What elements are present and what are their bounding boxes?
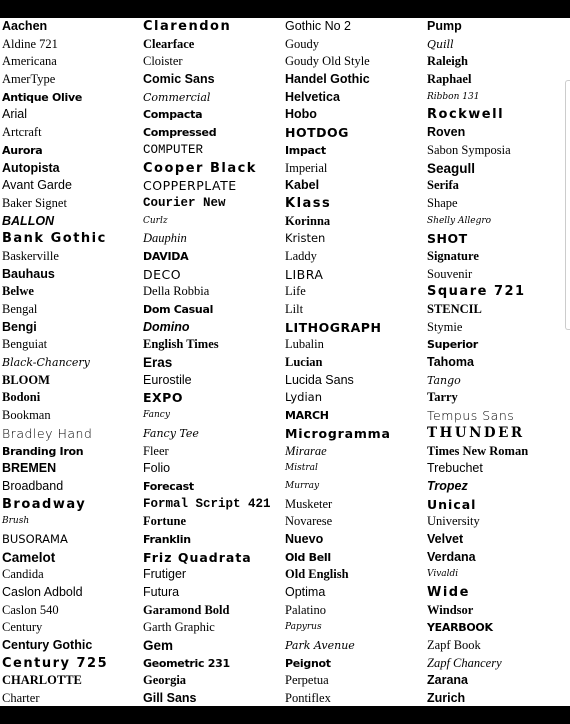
font-name-item: Aachen bbox=[2, 19, 48, 33]
font-name-item: Arial bbox=[2, 107, 28, 122]
font-name-item: Laddy bbox=[285, 248, 317, 263]
font-name-item: Trebuchet bbox=[427, 461, 483, 476]
font-name-item: Bodoni bbox=[2, 390, 41, 405]
font-name-item: Lilt bbox=[285, 302, 304, 316]
font-name-item: English Times bbox=[143, 337, 219, 352]
font-name-item: Serifa bbox=[427, 178, 459, 193]
font-name-item: Souvenir bbox=[427, 266, 473, 281]
font-name-item: BALLON bbox=[2, 213, 55, 228]
font-name-item: Pontiflex bbox=[285, 691, 331, 706]
font-name-item: Courier New bbox=[143, 195, 226, 210]
font-name-item: Avant Garde bbox=[2, 178, 72, 193]
font-name-item: Clearface bbox=[143, 36, 195, 51]
font-name-item: Comic Sans bbox=[143, 72, 215, 87]
font-name-item: Life bbox=[285, 284, 306, 299]
font-name-item: Helvetica bbox=[285, 89, 340, 104]
font-name-item: Stymie bbox=[427, 319, 463, 334]
font-name-item: Novarese bbox=[285, 514, 333, 529]
font-name-item: Branding Iron bbox=[2, 444, 84, 458]
font-name-item: AmerType bbox=[2, 72, 56, 87]
font-name-item: Musketer bbox=[285, 496, 333, 511]
font-name-item: Zapf Book bbox=[427, 638, 481, 653]
font-name-item: Candida bbox=[2, 567, 44, 582]
font-name-item: Georgia bbox=[143, 673, 187, 688]
font-name-item: Eurostile bbox=[143, 372, 192, 387]
font-name-item: Quill bbox=[427, 37, 454, 51]
font-name-item: Brush bbox=[2, 516, 30, 527]
font-name-item: Fancy Tee bbox=[143, 426, 199, 440]
font-name-item: Commercial bbox=[143, 90, 211, 104]
font-name-item: Tarry bbox=[427, 390, 458, 405]
font-name-item: Impact bbox=[285, 143, 326, 157]
font-name-item: Old English bbox=[285, 567, 349, 582]
font-name-item: Domino bbox=[143, 319, 190, 334]
font-name-item: Camelot bbox=[2, 549, 56, 565]
font-name-item: Geometric 231 bbox=[143, 656, 230, 670]
font-name-item: Shelly Allegro bbox=[427, 215, 492, 226]
font-name-item: Korinna bbox=[285, 213, 331, 228]
font-column-2 bbox=[143, 18, 285, 706]
font-name-item: Square 721 bbox=[427, 284, 526, 300]
font-name-item: Gill Sans bbox=[143, 691, 197, 706]
font-name-item: Verdana bbox=[427, 549, 476, 564]
font-name-item: DECO bbox=[143, 266, 182, 282]
font-name-item: Mirarae bbox=[285, 443, 327, 458]
font-name-item: Unical bbox=[427, 496, 477, 512]
font-name-item: Caslon 540 bbox=[2, 602, 59, 617]
font-name-item: THUNDER bbox=[427, 424, 525, 441]
font-name-item: Sabon Symposia bbox=[427, 142, 511, 157]
font-name-item: BLOOM bbox=[2, 372, 50, 387]
font-name-item: Antique Olive bbox=[2, 90, 82, 104]
font-name-item: STENCIL bbox=[427, 302, 482, 316]
font-name-item: SHOT bbox=[427, 231, 468, 247]
font-name-item: Optima bbox=[285, 585, 326, 599]
font-name-item: Vivaldi bbox=[427, 569, 459, 580]
font-name-item: Century 725 bbox=[2, 655, 109, 671]
font-name-item: Tahoma bbox=[427, 355, 474, 370]
font-name-item: Fortune bbox=[143, 514, 187, 529]
font-name-item: Roven bbox=[427, 125, 466, 140]
font-name-item: Americana bbox=[2, 54, 57, 69]
font-name-item: University bbox=[427, 514, 480, 529]
font-name-item: Aurora bbox=[2, 143, 43, 157]
font-name-item: Compressed bbox=[143, 126, 217, 140]
font-name-item: Benguiat bbox=[2, 337, 48, 352]
font-column-4 bbox=[427, 18, 569, 706]
font-name-item: BUSORAMA bbox=[2, 531, 68, 546]
font-name-item: Raleigh bbox=[427, 54, 468, 69]
font-name-item: Lucida Sans bbox=[285, 372, 354, 387]
font-name-item: COPPERPLATE bbox=[143, 178, 237, 194]
font-name-item: Broadband bbox=[2, 478, 64, 493]
font-name-item: Palatino bbox=[285, 602, 326, 617]
font-name-item: Seagull bbox=[427, 160, 476, 176]
font-name-item: COMPUTER bbox=[143, 142, 204, 157]
font-name-item: Rockwell bbox=[427, 107, 505, 123]
font-name-item: Forecast bbox=[143, 479, 194, 493]
font-name-item: YEARBOOK bbox=[427, 621, 493, 635]
font-name-item: Franklin bbox=[143, 532, 191, 546]
font-name-item: Microgramma bbox=[285, 425, 391, 441]
font-name-item: Clarendon bbox=[143, 19, 232, 34]
font-name-item: EXPO bbox=[143, 390, 183, 406]
font-name-item: Bengi bbox=[2, 319, 37, 334]
font-name-item: Dauphin bbox=[143, 231, 187, 246]
font-name-item: Lucian bbox=[285, 355, 323, 370]
font-column-1 bbox=[2, 18, 144, 706]
font-name-item: Century bbox=[2, 620, 43, 635]
font-name-item: Cooper Black bbox=[143, 160, 257, 176]
font-name-item: Black-Chancery bbox=[2, 356, 90, 370]
font-name-item: BREMEN bbox=[2, 461, 57, 476]
font-name-item: Belwe bbox=[2, 284, 34, 299]
font-name-item: Cloister bbox=[143, 54, 183, 69]
font-name-item: Tempus Sans bbox=[427, 408, 515, 424]
font-name-item: Hobo bbox=[285, 107, 317, 122]
font-name-item: HOTDOG bbox=[285, 125, 349, 141]
font-name-item: Murray bbox=[285, 480, 320, 491]
font-name-item: Artcraft bbox=[2, 125, 42, 140]
font-name-item: Nuevo bbox=[285, 531, 324, 546]
font-name-item: Autopista bbox=[2, 160, 60, 175]
font-name-item: Broadway bbox=[2, 496, 87, 512]
font-name-item: CHARLOTTE bbox=[2, 673, 82, 688]
font-name-item: Folio bbox=[143, 461, 171, 476]
font-name-item: Pump bbox=[427, 19, 462, 33]
font-name-item: Superior bbox=[427, 338, 478, 352]
font-name-item: LITHOGRAPH bbox=[285, 319, 382, 335]
font-name-item: Signature bbox=[427, 248, 479, 263]
font-name-item: Baker Signet bbox=[2, 195, 67, 210]
font-name-item: Perpetua bbox=[285, 673, 329, 688]
font-name-item: Klass bbox=[285, 195, 332, 211]
font-name-item: Velvet bbox=[427, 531, 464, 546]
font-name-item: Century Gothic bbox=[2, 638, 93, 653]
font-name-item: Zarana bbox=[427, 673, 468, 688]
font-name-item: Bradley Hand bbox=[2, 425, 93, 441]
font-name-item: Wide bbox=[427, 585, 470, 600]
font-name-item: Bookman bbox=[2, 408, 51, 423]
font-name-item: Kabel bbox=[285, 178, 320, 193]
font-name-item: Windsor bbox=[427, 602, 474, 617]
font-name-item: Futura bbox=[143, 585, 180, 599]
font-name-item: Zurich bbox=[427, 691, 466, 706]
font-name-item: MARCH bbox=[285, 409, 329, 423]
font-name-item: Goudy Old Style bbox=[285, 54, 370, 69]
font-name-item: Bank Gothic bbox=[2, 231, 107, 247]
font-name-item: Old Bell bbox=[285, 550, 331, 564]
font-name-item: Della Robbia bbox=[143, 284, 210, 299]
font-name-item: Mistral bbox=[285, 463, 318, 474]
font-name-item: Aldine 721 bbox=[2, 36, 58, 51]
font-name-item: Lydian bbox=[285, 390, 322, 405]
font-name-item: Papyrus bbox=[285, 622, 322, 633]
font-name-item: Eras bbox=[143, 355, 173, 371]
font-name-item: Garth Graphic bbox=[143, 620, 215, 635]
font-column-3 bbox=[285, 18, 427, 706]
font-name-item: Bengal bbox=[2, 302, 38, 316]
font-name-item: Fleer bbox=[143, 443, 169, 458]
font-name-item: DAVIDA bbox=[143, 249, 189, 263]
font-name-item: Frutiger bbox=[143, 567, 187, 582]
font-name-item: Tango bbox=[427, 373, 461, 387]
font-name-item: Garamond Bold bbox=[143, 602, 230, 617]
font-name-item: Lubalin bbox=[285, 337, 324, 352]
font-name-item: Bauhaus bbox=[2, 266, 55, 281]
font-list-sheet bbox=[0, 18, 570, 706]
font-name-item: Ribbon 131 bbox=[427, 91, 480, 102]
font-name-item: Curlz bbox=[143, 215, 168, 226]
font-name-item: Dom Casual bbox=[143, 303, 214, 316]
font-name-item: Kristen bbox=[285, 231, 326, 246]
font-name-item: Imperial bbox=[285, 160, 328, 175]
font-name-item: Fancy bbox=[143, 410, 170, 421]
font-name-item: Formal Script 421 bbox=[143, 496, 271, 511]
font-name-item: Shape bbox=[427, 195, 458, 210]
font-name-item: Compacta bbox=[143, 108, 203, 122]
font-name-item: Gem bbox=[143, 638, 174, 654]
font-name-item: Baskerville bbox=[2, 248, 59, 263]
font-name-item: Peignot bbox=[285, 656, 331, 670]
font-name-item: Charter bbox=[2, 691, 40, 706]
font-name-item: Tropez bbox=[427, 478, 468, 493]
font-name-item: Times New Roman bbox=[427, 443, 529, 458]
font-name-item: Zapf Chancery bbox=[427, 655, 502, 670]
font-name-item: Caslon Adbold bbox=[2, 585, 83, 599]
font-name-item: Handel Gothic bbox=[285, 72, 370, 87]
font-name-item: Gothic No 2 bbox=[285, 19, 352, 33]
font-name-item: Goudy bbox=[285, 36, 320, 51]
font-name-item: Park Avenue bbox=[285, 639, 355, 653]
font-name-item: Friz Quadrata bbox=[143, 549, 252, 565]
font-name-item: LIBRA bbox=[285, 266, 324, 282]
font-name-item: Raphael bbox=[427, 72, 472, 87]
scrollbar-edge[interactable] bbox=[565, 80, 570, 330]
